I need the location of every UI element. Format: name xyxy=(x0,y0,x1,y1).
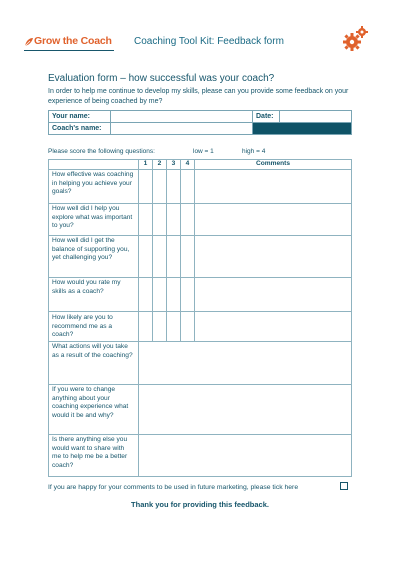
grow-the-coach-logo xyxy=(24,35,114,49)
score-cell-4[interactable] xyxy=(181,278,195,312)
your-name-label: Your name: xyxy=(49,111,111,123)
score-cell-1[interactable] xyxy=(139,236,153,278)
score-cell-2[interactable] xyxy=(153,236,167,278)
table-row xyxy=(49,204,352,236)
your-name-field[interactable] xyxy=(111,111,253,123)
intro-text: In order to help me continue to develop my skills, please can you provide some feedback on your experience of being coached by me? xyxy=(48,88,349,105)
table-row xyxy=(49,170,352,204)
answer-cell[interactable] xyxy=(139,435,352,477)
score-cell-1[interactable] xyxy=(139,170,153,204)
question-text: If you were to change anything about your coaching experience what would it be and why? xyxy=(49,385,139,435)
answer-cell[interactable] xyxy=(139,342,352,385)
table-row xyxy=(49,435,352,477)
question-text: How effective was coaching in helping you achieve your goals? xyxy=(49,170,139,204)
score-cell-3[interactable] xyxy=(167,204,181,236)
logo-text: Grow the Coach xyxy=(34,35,112,47)
table-row xyxy=(49,385,352,435)
header-comments: Comments xyxy=(195,160,352,170)
evaluation-title: Evaluation form – how successful was your coach? xyxy=(48,73,275,84)
score-cell-2[interactable] xyxy=(153,278,167,312)
header-divider xyxy=(24,50,114,51)
score-high: high = 4 xyxy=(242,148,266,155)
page-title: Coaching Tool Kit: Feedback form xyxy=(134,36,284,47)
score-low: low = 1 xyxy=(193,148,214,155)
name-table xyxy=(48,110,352,135)
consent-checkbox[interactable] xyxy=(340,482,348,490)
score-cell-1[interactable] xyxy=(139,278,153,312)
coach-name-label: Coach's name: xyxy=(49,123,111,135)
score-cell-1[interactable] xyxy=(139,204,153,236)
table-row xyxy=(49,278,352,312)
comment-cell[interactable] xyxy=(195,204,352,236)
header-score-1: 1 xyxy=(139,160,153,170)
table-row xyxy=(49,236,352,278)
question-text: How would you rate my skills as a coach? xyxy=(49,278,139,312)
date-label: Date: xyxy=(253,111,280,123)
score-cell-4[interactable] xyxy=(181,236,195,278)
score-cell-4[interactable] xyxy=(181,312,195,342)
score-instruction: Please score the following questions: xyxy=(48,148,155,155)
header-score-2: 2 xyxy=(153,160,167,170)
score-cell-1[interactable] xyxy=(139,312,153,342)
thank-you-text: Thank you for providing this feedback. xyxy=(131,500,269,509)
gears-icon xyxy=(340,25,370,53)
header-score-4: 4 xyxy=(181,160,195,170)
leaf-icon xyxy=(24,37,34,47)
date-field[interactable] xyxy=(280,111,352,123)
question-text: What actions will you take as a result of the coaching? xyxy=(49,342,139,385)
score-cell-3[interactable] xyxy=(167,236,181,278)
header-row xyxy=(49,160,352,170)
comment-cell[interactable] xyxy=(195,236,352,278)
consent-text: If you are happy for your comments to be used in future marketing, please tick here xyxy=(48,484,299,491)
score-cell-3[interactable] xyxy=(167,278,181,312)
question-text: How well did I get the balance of supporting you, yet challenging you? xyxy=(49,236,139,278)
question-text: Is there anything else you would want to share with me to help me be a better coach? xyxy=(49,435,139,477)
shaded-cell xyxy=(253,123,352,135)
question-text: How well did I help you explore what was important to you? xyxy=(49,204,139,236)
score-cell-3[interactable] xyxy=(167,170,181,204)
comment-cell[interactable] xyxy=(195,278,352,312)
questions-table xyxy=(48,159,352,477)
comment-cell[interactable] xyxy=(195,170,352,204)
header-score-3: 3 xyxy=(167,160,181,170)
coach-name-field[interactable] xyxy=(111,123,253,135)
score-cell-2[interactable] xyxy=(153,170,167,204)
score-cell-4[interactable] xyxy=(181,204,195,236)
table-row xyxy=(49,312,352,342)
table-row xyxy=(49,342,352,385)
score-cell-2[interactable] xyxy=(153,312,167,342)
score-cell-3[interactable] xyxy=(167,312,181,342)
answer-cell[interactable] xyxy=(139,385,352,435)
score-cell-2[interactable] xyxy=(153,204,167,236)
question-text: How likely are you to recommend me as a coach? xyxy=(49,312,139,342)
header-blank xyxy=(49,160,139,170)
score-cell-4[interactable] xyxy=(181,170,195,204)
comment-cell[interactable] xyxy=(195,312,352,342)
